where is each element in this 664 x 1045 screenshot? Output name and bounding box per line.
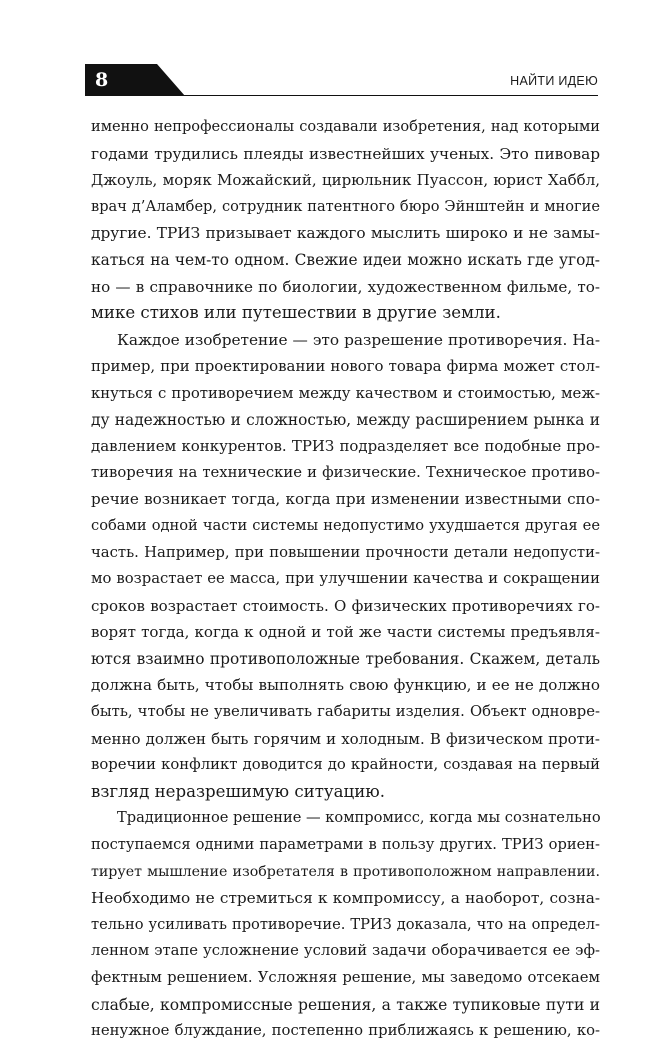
- page-header: [85, 64, 598, 96]
- text-line: сроков возрастает стоимость. О физических противоречиях го-: [91, 596, 600, 615]
- paragraph-2: [91, 327, 600, 806]
- body-text: [91, 114, 600, 1045]
- text-line: каться на чем-то одном. Свежие идеи можно искать где угод-: [91, 250, 600, 269]
- text-line: взгляд неразрешимую ситуацию.: [91, 781, 385, 801]
- text-line: именно непрофессионалы создавали изобретения, над которыми: [91, 118, 600, 135]
- text-line: часть. Например, при повышении прочности детали недопусти-: [91, 543, 600, 561]
- text-line: тельно усиливать противоречие. ТРИЗ доказала, что на определ-: [91, 915, 600, 933]
- text-line: ненужное блуждание, постепенно приближаясь к решению, ко-: [91, 1022, 600, 1040]
- text-line: должна быть, чтобы выполнять свою функцию, и ее не должно: [91, 676, 600, 695]
- text-line: мо возрастает ее масса, при улучшении качества и сокращении: [91, 570, 600, 588]
- text-line: ленном этапе усложнение условий задачи оборачивается ее эф-: [91, 942, 600, 960]
- text-line: годами трудились плеяды известнейших ученых. Это пивовар: [91, 144, 600, 163]
- text-line: ворят тогда, когда к одной и той же части системы предъявля-: [91, 623, 600, 642]
- text-line: менно должен быть горячим и холодным. В физическом проти-: [91, 729, 600, 748]
- text-line: Каждое изобретение — это разрешение противоречия. На-: [117, 330, 600, 349]
- page-number: 8: [95, 69, 109, 91]
- text-line: ются взаимно противоположные требования. Скажем, деталь: [91, 649, 600, 668]
- text-line: Джоуль, моряк Можайский, цирюльник Пуассон, юрист Хаббл,: [91, 171, 600, 190]
- page-number-tab: [85, 64, 185, 96]
- text-line: слабые, компромиссные решения, а также тупиковые пути и: [91, 995, 600, 1014]
- text-line: другие. ТРИЗ призывает каждого мыслить широко и не замы-: [91, 224, 600, 243]
- text-line: тиворечия на технические и физические. Техническое противо-: [91, 463, 600, 481]
- text-line: кнуться с противоречием между качеством и стоимостью, меж-: [91, 383, 600, 402]
- text-line: собами одной части системы недопустимо ухудшается другая ее: [91, 516, 600, 534]
- text-line: тирует мышление изобретателя в противоположном направлении.: [91, 863, 600, 880]
- text-line: воречии конфликт доводится до крайности, создавая на первый: [91, 756, 600, 774]
- paragraph-1: [91, 114, 600, 327]
- text-line: фектным решением. Усложняя решение, мы заведомо отсекаем: [91, 969, 600, 986]
- text-line: врач д’Аламбер, сотрудник патентного бюро Эйнштейн и многие: [91, 197, 600, 215]
- text-line: но — в справочнике по биологии, художественном фильме, то-: [91, 277, 600, 296]
- text-line: Традиционное решение — компромисс, когда мы сознательно: [117, 809, 601, 827]
- text-line: давлением конкурентов. ТРИЗ подразделяет все подобные про-: [91, 437, 600, 456]
- text-line: пример, при проектировании нового товара фирма может стол-: [91, 357, 600, 376]
- text-line: поступаемся одними параметрами в пользу других. ТРИЗ ориен-: [91, 836, 600, 854]
- text-line: ду надежностью и сложностью, между расширением рынка и: [91, 410, 600, 429]
- text-line: мике стихов или путешествии в другие земли.: [91, 303, 501, 323]
- paragraph-3: [91, 805, 600, 1044]
- text-line: быть, чтобы не увеличивать габариты изделия. Объект одновре-: [91, 703, 600, 721]
- running-head: НАЙТИ ИДЕЮ: [510, 74, 598, 88]
- text-line: речие возникает тогда, когда при изменении известными спо-: [91, 490, 600, 509]
- text-line: Необходимо не стремиться к компромиссу, а наоборот, созна-: [91, 889, 600, 908]
